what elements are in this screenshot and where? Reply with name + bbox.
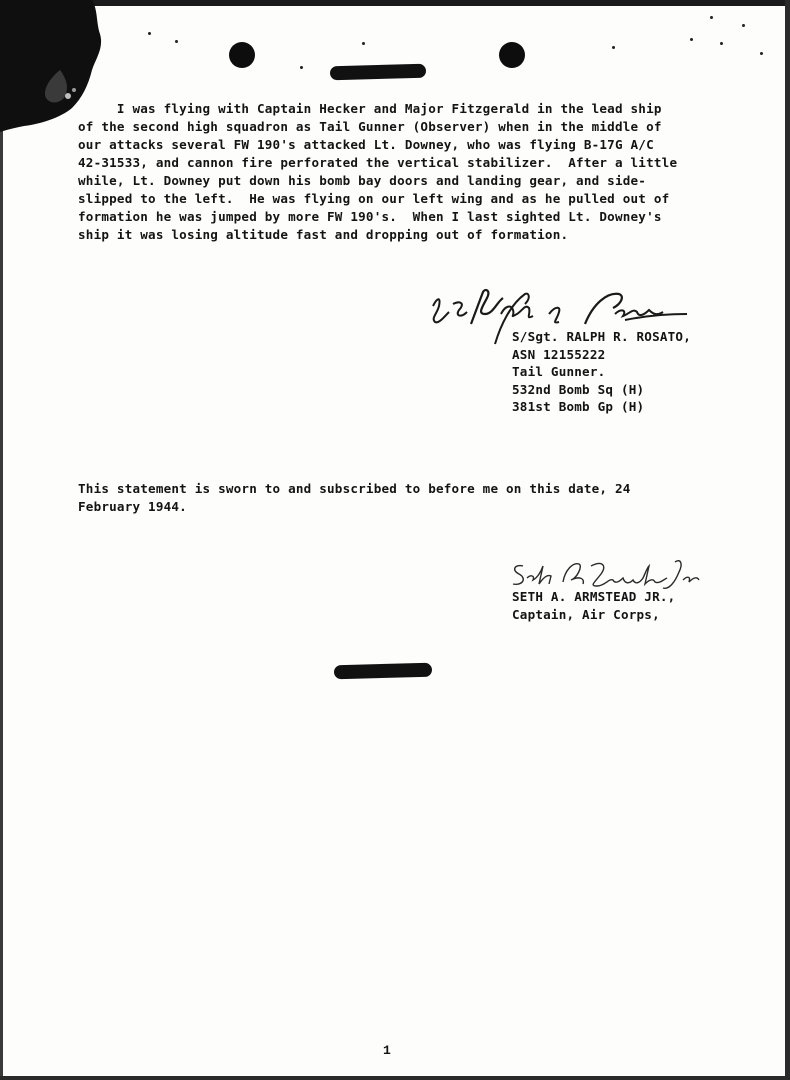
scan-speck (300, 66, 303, 69)
redacted-classification-top (330, 64, 426, 81)
witness-name: S/Sgt. RALPH R. ROSATO, (512, 329, 691, 344)
scan-speck (742, 24, 745, 27)
officer-signature-block (512, 588, 675, 623)
scan-speck (362, 42, 365, 45)
redacted-classification-bottom (334, 663, 432, 680)
officer-signature (505, 556, 705, 592)
sworn-line: This statement is sworn to and subscribed to before me on this date, 24 (78, 481, 631, 496)
body-line: of the second high squadron as Tail Gunner (Observer) when in the middle of (78, 119, 662, 134)
scan-border-left (0, 0, 3, 1080)
scan-speck (720, 42, 723, 45)
punch-hole-right (499, 42, 525, 68)
witness-group: 381st Bomb Gp (H) (512, 399, 645, 414)
scan-speck (175, 40, 178, 43)
scan-speck (760, 52, 763, 55)
scan-border-right (785, 0, 790, 1080)
body-line: I was flying with Captain Hecker and Major Fitzgerald in the lead ship (78, 101, 662, 116)
witness-asn: ASN 12155222 (512, 346, 606, 362)
punch-hole-left (229, 42, 255, 68)
scan-speck (710, 16, 713, 19)
witness-role: Tail Gunner. (512, 364, 606, 379)
body-line: 42-31533, and cannon fire perforated the vertical stabilizer. After a little (78, 155, 678, 170)
body-line: slipped to the left. He was flying on our left wing and as he pulled out of (78, 191, 670, 206)
witness-squadron: 532nd Bomb Sq (H) (512, 381, 645, 397)
scan-border-bottom (0, 1076, 790, 1080)
officer-name: SETH A. ARMSTEAD JR., (512, 589, 676, 604)
scan-border-top (0, 0, 790, 6)
body-line: our attacks several FW 190's attacked Lt. Downey, who was flying B-17G A/C (78, 137, 654, 152)
witness-signature-block (512, 328, 691, 416)
scan-speck (612, 46, 615, 49)
statement-body (78, 100, 677, 244)
page-number: 1 (383, 1043, 391, 1058)
body-line: while, Lt. Downey put down his bomb bay doors and landing gear, and side- (78, 173, 647, 188)
scan-speck (148, 32, 151, 35)
scan-speck (690, 38, 693, 41)
sworn-line: February 1944. (78, 499, 187, 514)
body-line: ship it was losing altitude fast and dropping out of formation. (78, 227, 569, 242)
body-line: formation he was jumped by more FW 190's. When I last sighted Lt. Downey's (78, 209, 662, 224)
sworn-statement (78, 480, 631, 516)
officer-rank: Captain, Air Corps, (512, 606, 660, 622)
